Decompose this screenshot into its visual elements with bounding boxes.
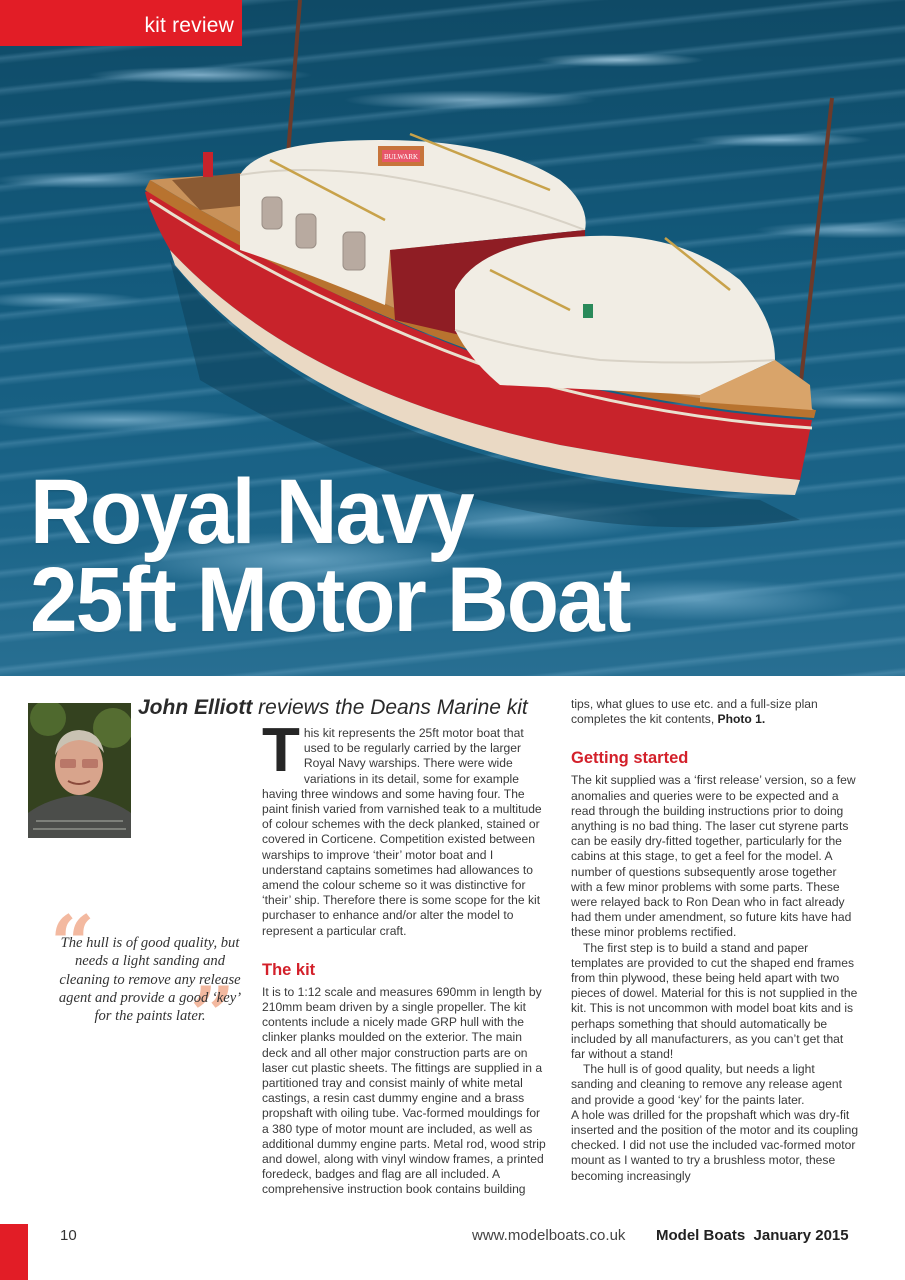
close-quote-icon: ” (190, 970, 235, 1061)
open-quote-icon: “ (50, 899, 95, 990)
intro-text: his kit represents the 25ft motor boat that used to be regularly carried by the larger Royal Navy warships. There were wide variations in its detail, some for example having three windows and some having four. The paint finish varied from varnished teak to a multitude of colour schemes with the deck planked, stained or covered in Corticene. Competition existed between warships to improve ‘their’ motor boat and I understand captains sometimes had allowances to amend the colour scheme so it was distinctive for ‘their’ ship. Therefore there is some scope for the kit purchaser to enhance and/or alter the model to represent a particular craft. (262, 726, 542, 938)
continuation-paragraph (571, 697, 859, 727)
pull-quote-text: The hull is of good quality, but needs a light sanding and cleaning to remove any release agent and provide a good ‘key’ for the paints later. (58, 935, 242, 1025)
intro-paragraph (262, 716, 550, 939)
article-column-middle (262, 716, 550, 1198)
kit-paragraph: It is to 1:12 scale and measures 690mm in length by 210mm beam driven by a single propeller. The kit contents include a nicely made GRP hull with the clinker planks moulded on the exterior. The main deck and all other major construction parts are on laser cut plastic sheets. The fittings are supplied in a partitioned tray and consist mainly of white metal castings, a resin cast dummy engine and a brass propshaft with oiling tube. Vac-formed mouldings for a 380 type of motor mount are included, as well as additional dummy engine parts. Metal rod, wood strip and dowel, along with vinyl window frames, a printed foredeck, badges and flag are all included. A comprehensive instruction book contains building (262, 984, 546, 1197)
page-number: 10 (60, 1227, 77, 1244)
article-headline (30, 461, 630, 651)
article-column-right (571, 697, 859, 1184)
footer-red-bar (0, 1224, 28, 1280)
magazine-title: Model Boats (656, 1227, 746, 1244)
author-portrait-icon (28, 703, 131, 838)
magazine-issue (656, 1227, 849, 1244)
drop-cap: T (262, 716, 300, 785)
issue-date: January 2015 (753, 1227, 849, 1244)
getting-started-paragraph-1: The kit supplied was a ‘first release’ version, so a few anomalies and queries were to be expected and a read through the building instructions prior to doing anything is no bad thing. The laser cut styrene parts can be easily dry-fitted together, particularly for the cabins at this stage, to get a feel for the model. A number of questions subsequently arose together with a few minor problems with some parts. These were relayed back to Ron Dean who in fact already had them under amendment, so future kits have had these minor problems rectified. (571, 773, 856, 940)
headline-line-1: Royal Navy (30, 461, 473, 563)
website-link[interactable]: www.modelboats.co.uk (472, 1227, 626, 1244)
heading-getting-started: Getting started (571, 749, 689, 768)
section-tab: kit review (0, 0, 242, 46)
getting-started-paragraph-2: The first step is to build a stand and paper templates are provided to cut the shaped end frames from thin plywood, these being held apart with two pieces of dowel. Material for this is not supplied in the kit. This is not uncommon with model boat kits and is perhaps something that should automatically be included by all manufacturers, as you can’t get that far without a stand! (571, 940, 858, 1062)
pull-quote (50, 899, 255, 1061)
headline-line-2: 25ft Motor Boat (30, 549, 630, 651)
nameplate-text: BULWARK (383, 153, 419, 161)
continuation-text: tips, what glues to use etc. and a full-size plan completes the kit contents, (571, 697, 818, 727)
getting-started-paragraph-3: The hull is of good quality, but needs a light sanding and cleaning to remove any release agent and provide a good ‘key’ for the paints later. (571, 1062, 842, 1107)
getting-started-paragraph-4: A hole was drilled for the propshaft which was dry-fit inserted and the position of the motor and its coupling checked. I did not use the included vac-formed motor mount as I wanted to try a brushless motor, these becoming increasingly (571, 1107, 859, 1183)
author-name: John Elliott (138, 696, 253, 719)
heading-the-kit: The kit (262, 960, 316, 979)
byline (138, 696, 528, 720)
byline-text: reviews the Deans Marine kit (252, 696, 528, 719)
photo-reference: Photo 1. (717, 712, 766, 727)
author-photo (28, 703, 131, 838)
